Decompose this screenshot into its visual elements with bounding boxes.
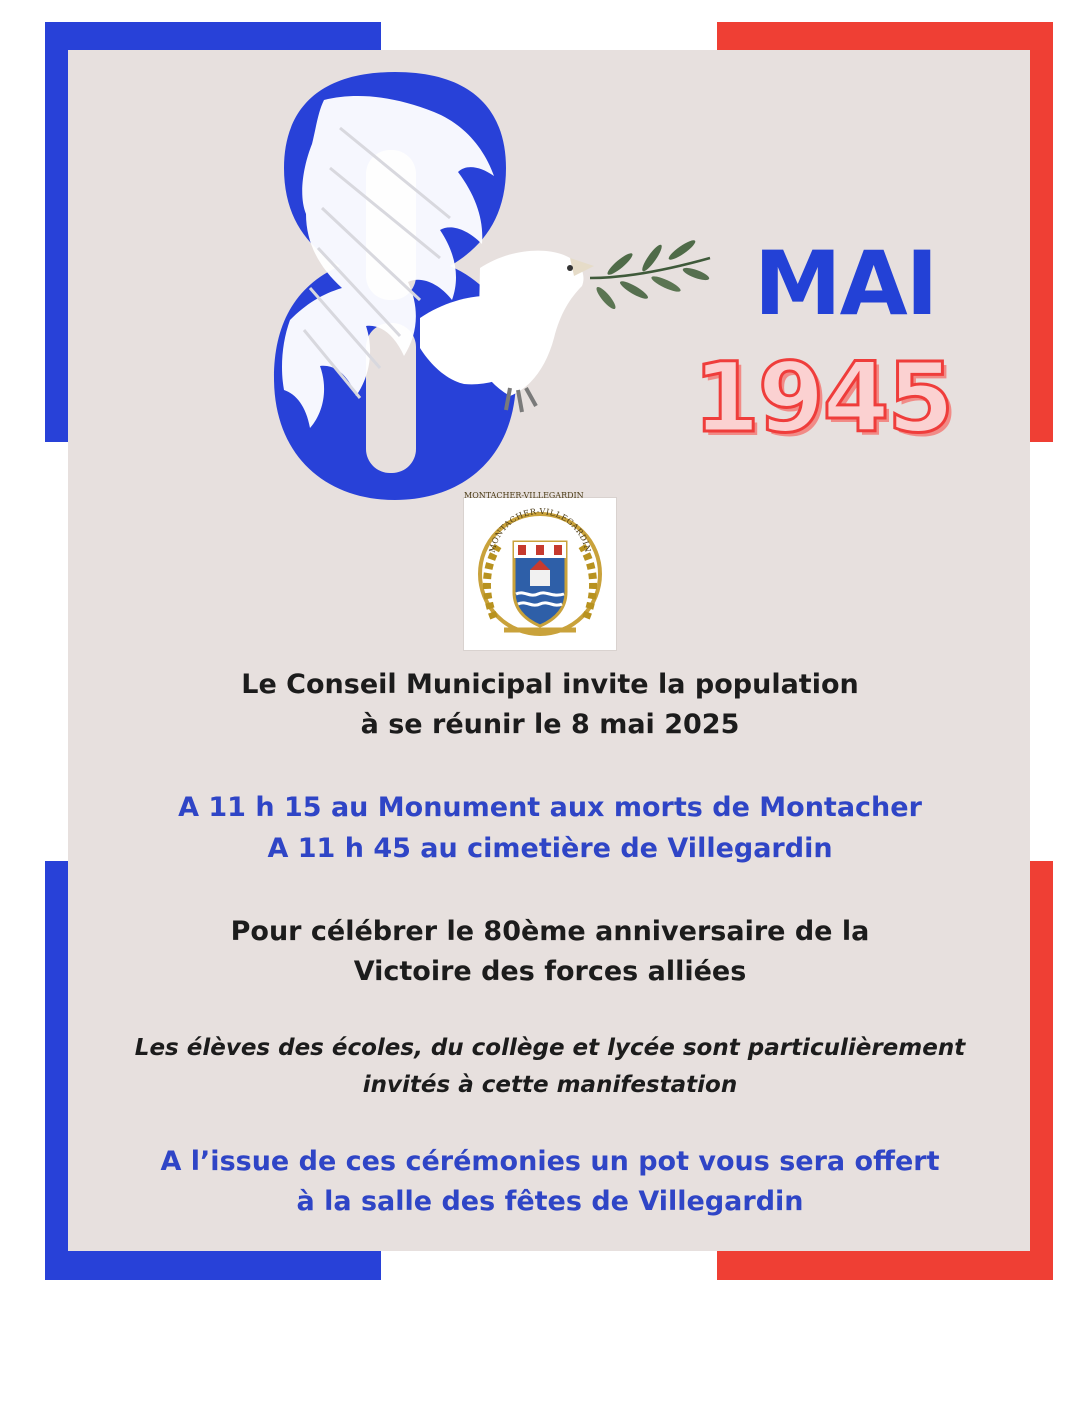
year-title: 1945: [693, 342, 953, 454]
invitation-line-1: Le Conseil Municipal invite la population: [241, 669, 859, 700]
corner-bottom-left-blue: [45, 1251, 381, 1280]
corner-top-right-red: [717, 22, 1053, 50]
crest-inscription: MONTACHER-VILLEGARDIN: [464, 491, 584, 500]
corner-bottom-right-red-side: [1030, 861, 1053, 1280]
dove-with-olive-branch-icon: [470, 228, 720, 428]
students-paragraph: [130, 1030, 970, 1104]
students-line-1: Les élèves des écoles, du collège et lycée sont particulièrement: [134, 1035, 966, 1061]
corner-top-left-blue-side: [45, 22, 68, 442]
municipal-crest: [464, 491, 616, 650]
schedule-line-1: A 11 h 15 au Monument aux morts de Montacher: [178, 792, 922, 823]
invitation-line-2: à se réunir le 8 mai 2025: [360, 709, 740, 740]
svg-text:MONTACHER-VILLEGARDIN: [488, 507, 593, 554]
month-title: MAI: [754, 232, 937, 335]
reception-line-2: à la salle des fêtes de Villegardin: [296, 1186, 804, 1217]
students-line-2: invités à cette manifestation: [362, 1072, 738, 1098]
purpose-line-1: Pour célébrer le 80ème anniversaire de la: [230, 916, 870, 947]
corner-top-right-red-side: [1030, 22, 1053, 442]
schedule-line-2: A 11 h 45 au cimetière de Villegardin: [267, 833, 833, 864]
crest-arc-text: MONTACHER-VILLEGARDIN: [487, 506, 593, 554]
corner-bottom-left-blue-side: [45, 861, 68, 1280]
reception-paragraph: [130, 1142, 970, 1222]
purpose-paragraph: [130, 912, 970, 992]
corner-bottom-right-red: [717, 1251, 1053, 1280]
reception-line-1: A l’issue de ces cérémonies un pot vous sera offert: [160, 1146, 940, 1177]
invitation-paragraph: [130, 665, 970, 745]
schedule-paragraph: [130, 787, 970, 869]
purpose-line-2: Victoire des forces alliées: [353, 956, 747, 987]
corner-top-left-blue: [45, 22, 381, 50]
